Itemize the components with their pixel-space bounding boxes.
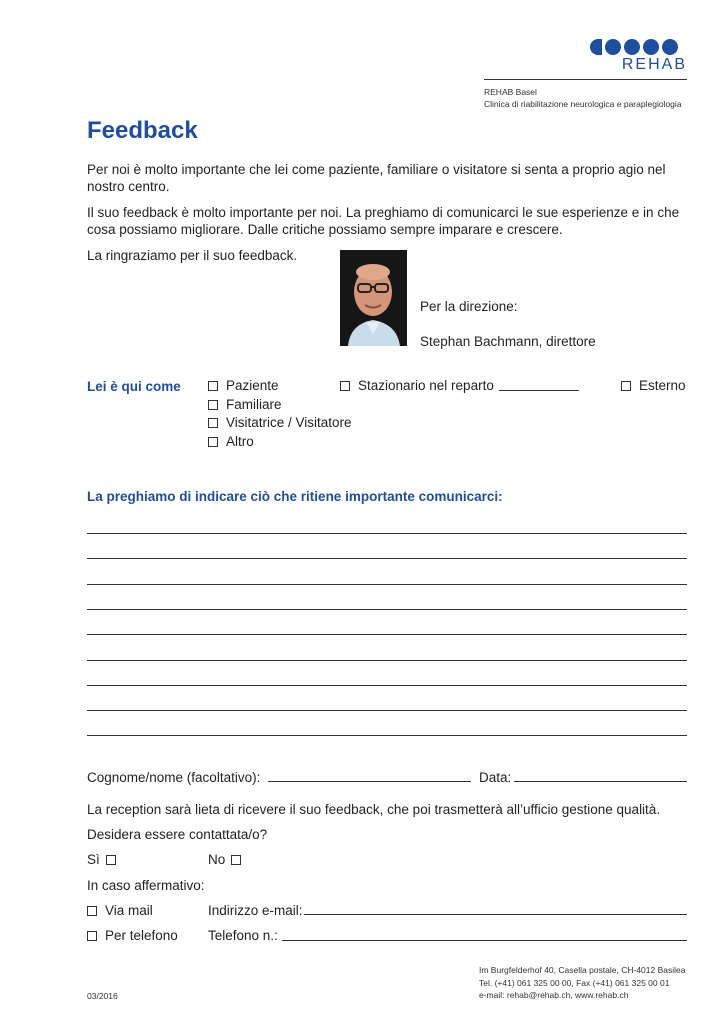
date-input-line[interactable] [514, 781, 687, 782]
option-via-mail[interactable] [87, 902, 153, 920]
checkbox-icon[interactable] [106, 855, 116, 865]
contact-question: Desidera essere contattata/o? [87, 827, 268, 842]
footer-address: Im Burgfelderhof 40, Casella postale, CH-4012 Basilea [479, 965, 686, 975]
contact-no[interactable] [208, 851, 249, 869]
option-altro[interactable] [208, 433, 254, 451]
signature-name: Stephan Bachmann, direttore [420, 334, 596, 349]
comment-line[interactable] [87, 584, 687, 585]
footer-phone: Tel. (+41) 061 325 00 00, Fax (+41) 061 325 00 01 [479, 978, 670, 988]
ward-input-line[interactable] [499, 390, 579, 391]
footer-web: e-mail: rehab@rehab.ch, www.rehab.ch [479, 990, 629, 1000]
intro-p2-line1: Il suo feedback è molto importante per noi. La preghiamo di comunicarci le sue esperienze e in che [87, 205, 680, 220]
comments-prompt: La preghiamo di indicare ciò che ritiene importante comunicarci: [87, 489, 503, 504]
logo-dots-icon [590, 39, 687, 55]
comment-line[interactable] [87, 558, 687, 559]
option-label: Altro [226, 434, 254, 449]
option-label: Visitatrice / Visitatore [226, 415, 352, 430]
checkbox-icon[interactable] [208, 381, 218, 391]
email-input-line[interactable] [304, 914, 687, 915]
option-stazionario[interactable] [340, 377, 494, 395]
phone-input-line[interactable] [282, 940, 687, 941]
if-yes-label: In caso affermativo: [87, 878, 205, 893]
visitor-type-label: Lei è qui come [87, 379, 181, 394]
option-label: Via mail [105, 903, 153, 918]
logo [590, 39, 687, 74]
name-input-line[interactable] [268, 781, 471, 782]
checkbox-icon[interactable] [208, 437, 218, 447]
phone-label: Telefono n.: [208, 928, 278, 943]
checkbox-icon[interactable] [87, 931, 97, 941]
checkbox-icon[interactable] [87, 906, 97, 916]
option-label: Per telefono [105, 928, 178, 943]
comment-line[interactable] [87, 660, 687, 661]
intro-p2-line2: cosa possiamo migliorare. Dalle critiche possiamo sempre imparare e crescere. [87, 222, 563, 237]
logo-text: REHAB [621, 56, 687, 73]
option-label: Sì [87, 852, 100, 867]
checkbox-icon[interactable] [231, 855, 241, 865]
date-label: Data: [479, 770, 512, 785]
header-rule [484, 79, 687, 80]
option-label: Paziente [226, 378, 279, 393]
intro-p1-line1: Per noi è molto importante che lei come paziente, familiare o visitatore si senta a proprio agio nel [87, 162, 666, 177]
checkbox-icon[interactable] [621, 381, 631, 391]
option-label: No [208, 852, 226, 867]
page-title: Feedback [87, 117, 198, 144]
portrait-icon [340, 250, 407, 346]
reception-note: La reception sarà lieta di ricevere il suo feedback, che poi trasmetterà all’ufficio gestione qualità. [87, 802, 661, 817]
org-name: REHAB Basel [484, 87, 537, 97]
comment-line[interactable] [87, 710, 687, 711]
comment-line[interactable] [87, 735, 687, 736]
footer-version: 03/2016 [87, 991, 118, 1001]
intro-p1-line2: nostro centro. [87, 179, 170, 194]
signature-label: Per la direzione: [420, 299, 518, 314]
option-visitatore[interactable] [208, 414, 352, 432]
comment-line[interactable] [87, 609, 687, 610]
option-label: Familiare [226, 397, 282, 412]
email-label: Indirizzo e-mail: [208, 903, 303, 918]
director-photo [340, 250, 407, 346]
option-familiare[interactable] [208, 396, 282, 414]
comment-line[interactable] [87, 533, 687, 534]
name-label: Cognome/nome (facoltativo): [87, 770, 261, 785]
option-per-telefono[interactable] [87, 927, 178, 945]
contact-yes[interactable] [87, 851, 124, 869]
intro-p3: La ringraziamo per il suo feedback. [87, 248, 298, 263]
option-label: Stazionario nel reparto [358, 378, 494, 393]
checkbox-icon[interactable] [208, 418, 218, 428]
comment-line[interactable] [87, 634, 687, 635]
option-label: Esterno [639, 378, 686, 393]
checkbox-icon[interactable] [208, 400, 218, 410]
option-paziente[interactable] [208, 377, 279, 395]
checkbox-icon[interactable] [340, 381, 350, 391]
comment-line[interactable] [87, 685, 687, 686]
option-esterno[interactable] [621, 377, 686, 395]
org-subtitle: Clinica di riabilitazione neurologica e paraplegiologia [484, 99, 682, 109]
